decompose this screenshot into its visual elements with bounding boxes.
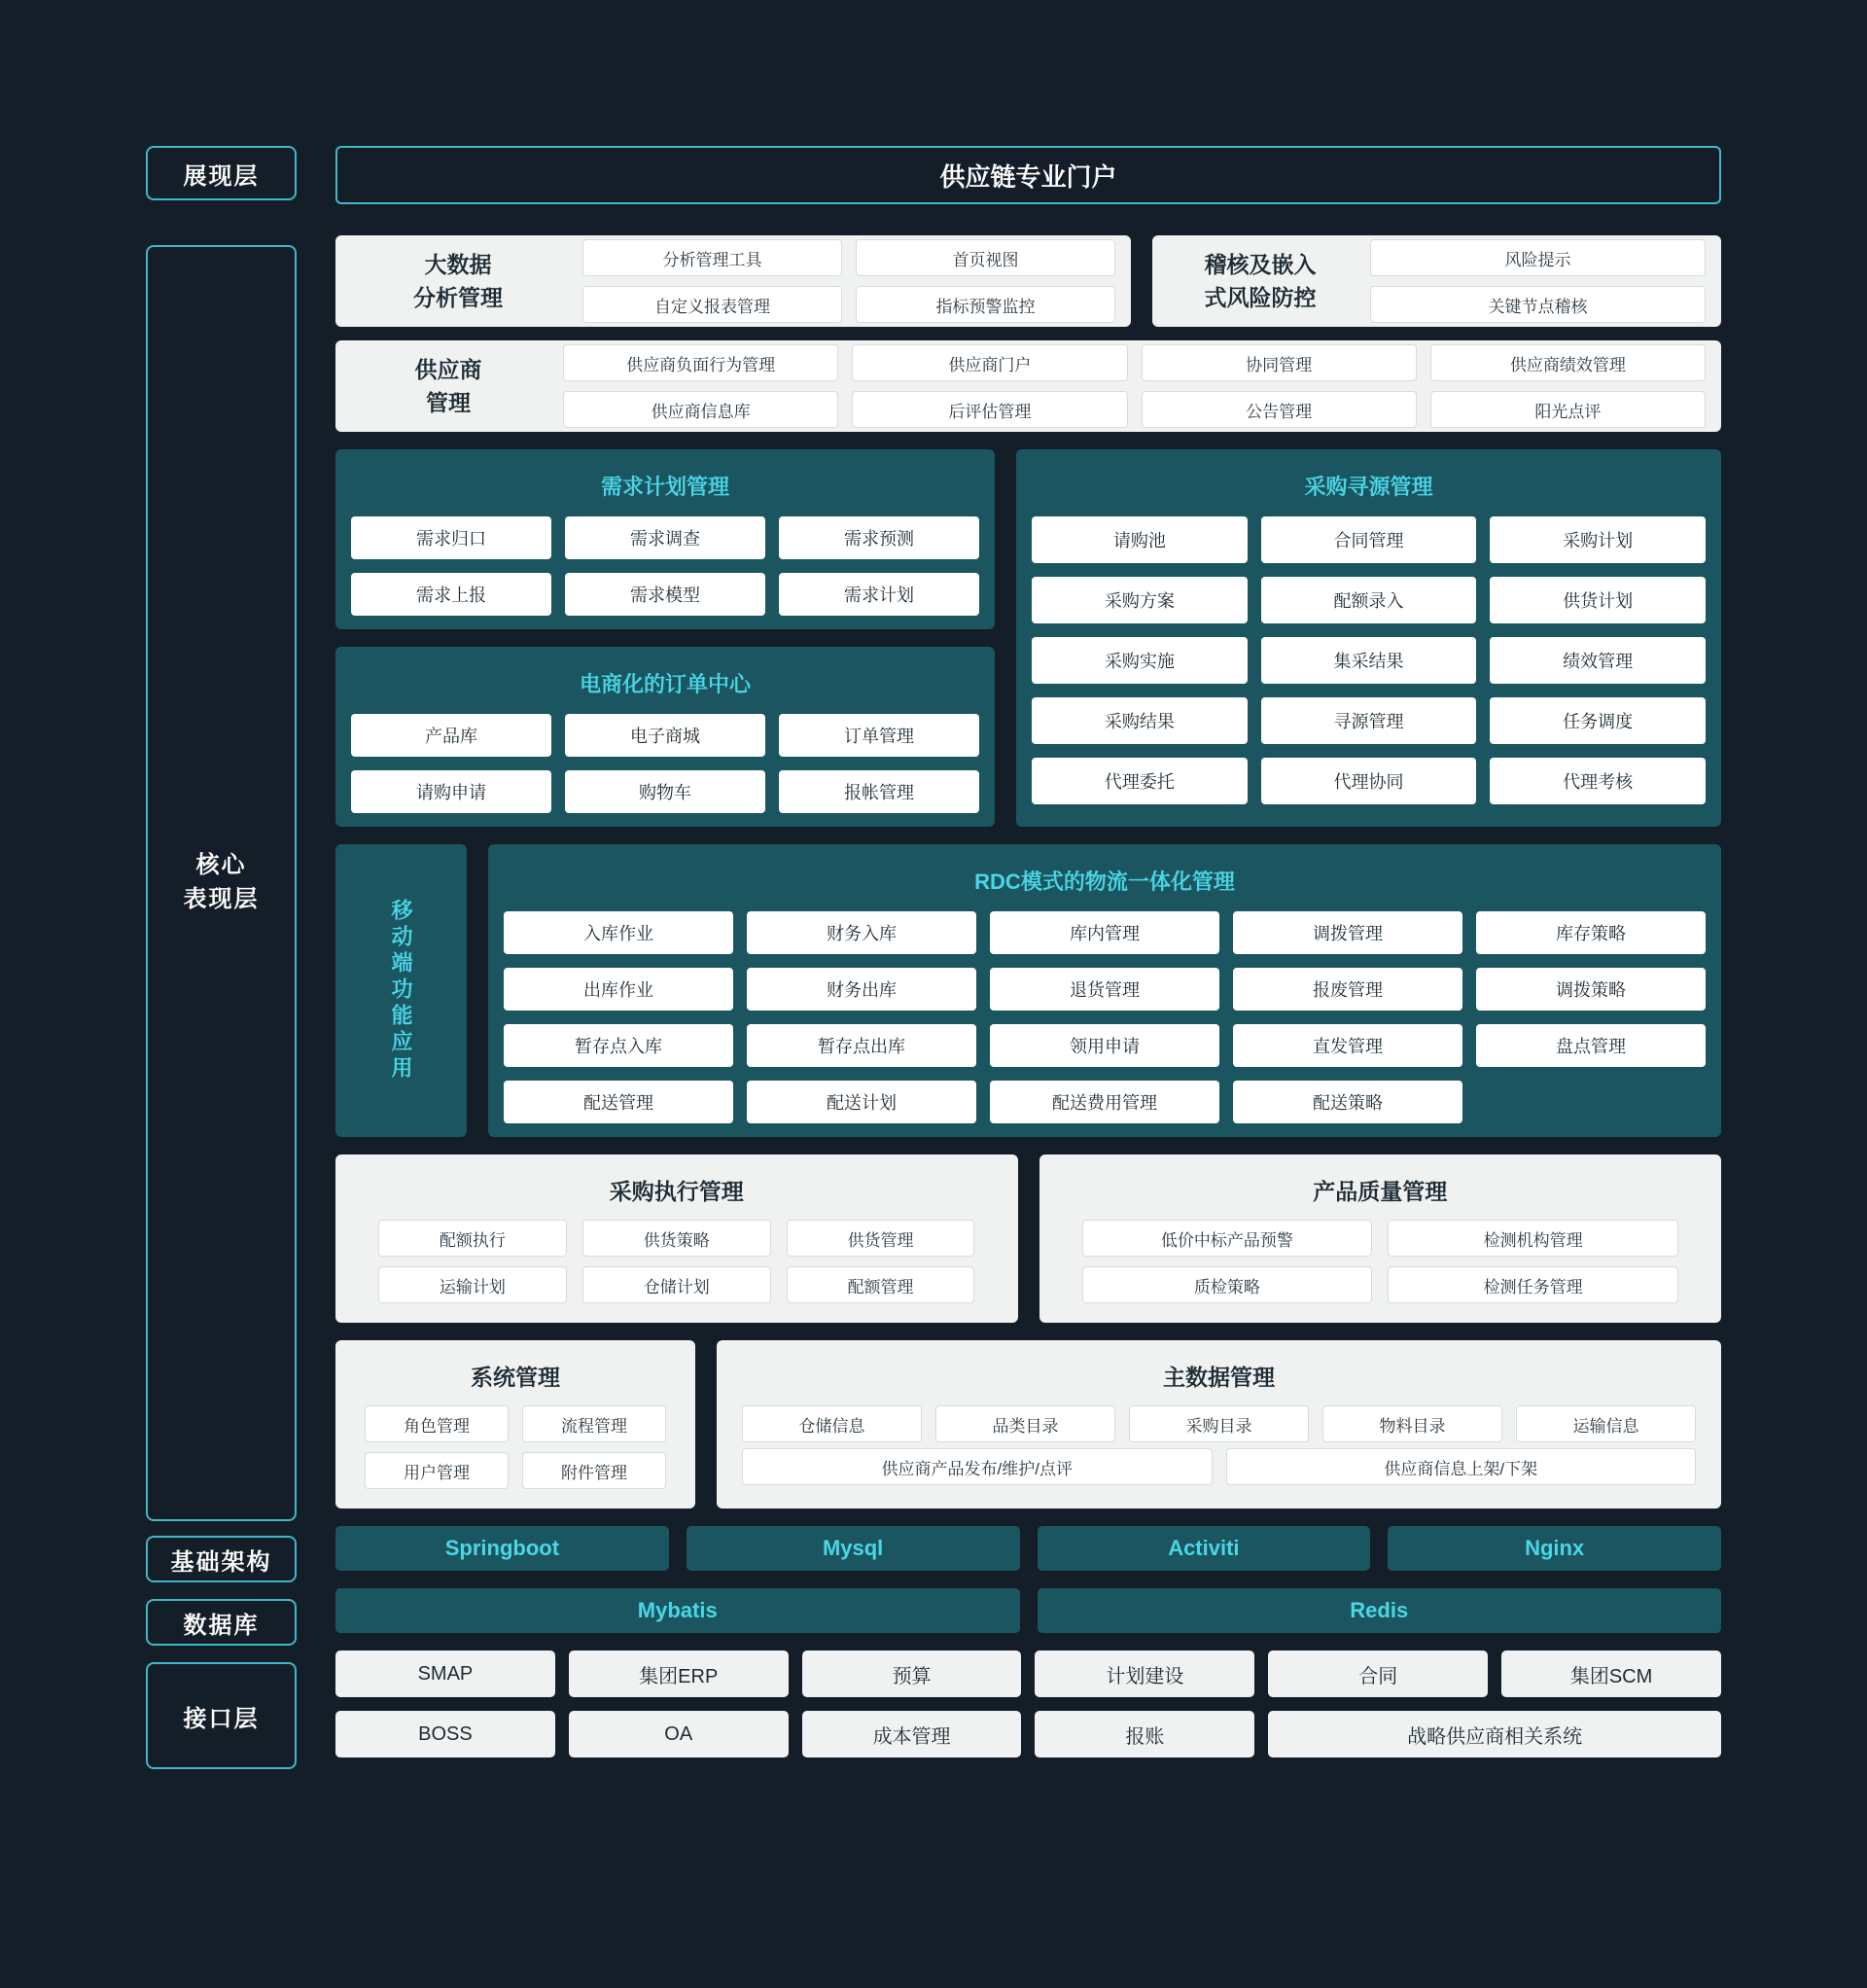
list-item[interactable]: 绩效管理 (1490, 637, 1706, 684)
list-item[interactable]: OA (569, 1711, 789, 1757)
api-row (335, 1651, 1721, 1757)
list-item[interactable]: 电子商城 (565, 714, 765, 757)
list-item[interactable]: 采购目录 (1129, 1405, 1309, 1442)
product-quality-block (1039, 1154, 1722, 1323)
layer-label-core-line2: 表现层 (183, 886, 260, 912)
list-item[interactable]: 库内管理 (990, 911, 1219, 954)
order-center-block (335, 647, 995, 827)
list-item[interactable]: 入库作业 (504, 911, 733, 954)
list-item[interactable]: 暂存点出库 (747, 1024, 976, 1067)
list-item[interactable]: 采购方案 (1032, 577, 1248, 623)
list-item[interactable]: 集采结果 (1261, 637, 1477, 684)
list-item[interactable]: 报账 (1035, 1711, 1254, 1757)
list-item[interactable]: Activiti (1038, 1526, 1371, 1571)
mobile-app-title: 移动端功能应用 (389, 899, 413, 1083)
system-management-title: 系统管理 (471, 1365, 560, 1390)
list-item[interactable]: 直发管理 (1233, 1024, 1462, 1067)
rdc-logistics-title: RDC模式的物流一体化管理 (974, 870, 1235, 894)
master-data-title: 主数据管理 (1163, 1365, 1275, 1390)
list-item[interactable]: SMAP (335, 1651, 555, 1697)
list-item[interactable]: 代理考核 (1490, 758, 1706, 804)
supplier-items (563, 344, 1706, 428)
list-item[interactable]: 成本管理 (802, 1711, 1022, 1757)
list-item[interactable]: 供货计划 (1490, 577, 1706, 623)
risk-control-block (1152, 235, 1721, 327)
list-item[interactable]: 检测任务管理 (1388, 1266, 1678, 1303)
list-item[interactable]: 公告管理 (1142, 391, 1417, 428)
list-item[interactable]: 代理协同 (1261, 758, 1477, 804)
list-item[interactable]: 后评估管理 (852, 391, 1127, 428)
list-item[interactable]: 盘点管理 (1476, 1024, 1706, 1067)
supplier-title (351, 353, 546, 420)
list-item[interactable]: 流程管理 (522, 1405, 666, 1442)
list-item[interactable]: 供货管理 (787, 1220, 975, 1257)
list-item[interactable]: 订单管理 (779, 714, 979, 757)
sourcing-title: 采购寻源管理 (1304, 475, 1433, 499)
layer-label-infra: 基础架构 (146, 1536, 297, 1582)
list-item[interactable]: 需求预测 (779, 516, 979, 559)
list-item[interactable]: 配送策略 (1233, 1081, 1462, 1123)
list-item[interactable]: 暂存点入库 (504, 1024, 733, 1067)
list-item[interactable]: 配送管理 (504, 1081, 733, 1123)
master-data-items-row1 (732, 1405, 1706, 1442)
purchase-execution-title: 采购执行管理 (609, 1179, 744, 1204)
list-item[interactable]: 报废管理 (1233, 968, 1462, 1011)
master-data-block (717, 1340, 1721, 1509)
list-item[interactable]: 附件管理 (522, 1452, 666, 1489)
execution-quality-row (335, 1154, 1721, 1323)
list-item[interactable]: 低价中标产品预警 (1082, 1220, 1373, 1257)
list-item[interactable]: 供应商绩效管理 (1430, 344, 1706, 381)
bigdata-title-line2: 分析管理 (413, 285, 503, 310)
purchase-execution-items (351, 1220, 1003, 1309)
product-quality-items (1055, 1220, 1707, 1309)
list-item[interactable]: 供货策略 (582, 1220, 771, 1257)
list-item[interactable]: 物料目录 (1322, 1405, 1502, 1442)
list-item[interactable]: Springboot (335, 1526, 669, 1571)
supplier-title-line1: 供应商 (414, 356, 482, 382)
list-item[interactable]: 仓储计划 (582, 1266, 771, 1303)
logistics-row (335, 844, 1721, 1137)
list-item[interactable]: Redis (1038, 1588, 1722, 1633)
list-item[interactable]: Mybatis (335, 1588, 1020, 1633)
bigdata-analytics-block (335, 235, 1131, 327)
list-item[interactable]: 配额管理 (787, 1266, 975, 1303)
portal-banner: 供应链专业门户 (335, 146, 1721, 204)
demand-plan-title: 需求计划管理 (600, 475, 729, 499)
list-item[interactable]: 分析管理工具 (582, 239, 842, 276)
system-management-block (335, 1340, 695, 1509)
list-item[interactable]: 采购结果 (1032, 697, 1248, 744)
layer-label-api: 接口层 (146, 1662, 297, 1769)
demand-plan-block (335, 449, 995, 629)
list-item[interactable]: 风险提示 (1370, 239, 1706, 276)
list-item[interactable]: 运输计划 (378, 1266, 567, 1303)
demand-sourcing-row (335, 449, 1721, 827)
list-item[interactable]: 配额录入 (1261, 577, 1477, 623)
mobile-app-block (335, 844, 467, 1137)
list-item[interactable]: 报帐管理 (779, 770, 979, 813)
list-item[interactable]: 战略供应商相关系统 (1268, 1711, 1721, 1757)
bigdata-analytics-title (351, 248, 565, 315)
system-management-items (351, 1405, 680, 1495)
layer-rail (146, 146, 297, 1769)
list-item[interactable]: 首页视图 (856, 239, 1115, 276)
list-item[interactable]: 配送计划 (747, 1081, 976, 1123)
risk-title-line1: 稽核及嵌入 (1204, 251, 1317, 277)
order-center-title: 电商化的订单中心 (579, 672, 751, 696)
list-item[interactable]: 请购申请 (351, 770, 551, 813)
purchase-execution-block (335, 1154, 1018, 1323)
list-item[interactable]: 品类目录 (935, 1405, 1115, 1442)
list-item[interactable]: 需求归口 (351, 516, 551, 559)
list-item[interactable]: 采购计划 (1490, 516, 1706, 563)
list-item[interactable]: 协同管理 (1142, 344, 1417, 381)
infrastructure-row (335, 1526, 1721, 1571)
layer-label-display: 展现层 (146, 146, 297, 200)
list-item[interactable]: 需求模型 (565, 573, 765, 616)
list-item[interactable]: 用户管理 (365, 1452, 509, 1489)
list-item[interactable]: Mysql (687, 1526, 1020, 1571)
list-item[interactable]: 集团SCM (1501, 1651, 1721, 1697)
list-item[interactable]: 供应商信息库 (563, 391, 838, 428)
list-item[interactable]: 运输信息 (1516, 1405, 1696, 1442)
list-item[interactable]: BOSS (335, 1711, 555, 1757)
risk-control-items (1370, 239, 1706, 323)
list-item[interactable]: 需求上报 (351, 573, 551, 616)
list-item[interactable]: 供应商负面行为管理 (563, 344, 838, 381)
list-item[interactable]: 关键节点稽核 (1370, 286, 1706, 323)
risk-control-title (1168, 248, 1353, 315)
layer-label-core (146, 245, 297, 1521)
list-item[interactable]: 预算 (802, 1651, 1022, 1697)
list-item[interactable]: 质检策略 (1082, 1266, 1373, 1303)
list-item[interactable]: 阳光点评 (1430, 391, 1706, 428)
list-item[interactable]: 请购池 (1032, 516, 1248, 563)
list-item[interactable]: 供应商产品发布/维护/点评 (742, 1448, 1213, 1485)
list-item[interactable]: 需求计划 (779, 573, 979, 616)
list-item[interactable]: 仓储信息 (742, 1405, 922, 1442)
demand-plan-items (351, 516, 979, 616)
list-item[interactable]: 采购实施 (1032, 637, 1248, 684)
list-item[interactable]: 任务调度 (1490, 697, 1706, 744)
list-item[interactable]: 检测机构管理 (1388, 1220, 1678, 1257)
list-item[interactable]: 供应商信息上架/下架 (1226, 1448, 1697, 1485)
bigdata-title-line1: 大数据 (424, 251, 492, 277)
order-center-items (351, 714, 979, 813)
analytics-risk-row (335, 235, 1721, 327)
list-item[interactable]: 计划建设 (1035, 1651, 1254, 1697)
supplier-management-block (335, 340, 1721, 432)
rdc-logistics-block (488, 844, 1721, 1137)
list-item[interactable]: 配额执行 (378, 1220, 567, 1257)
list-item[interactable]: 调拨策略 (1476, 968, 1706, 1011)
rdc-logistics-items (504, 911, 1706, 1123)
list-item[interactable]: 集团ERP (569, 1651, 789, 1697)
list-item[interactable]: 财务出库 (747, 968, 976, 1011)
list-item[interactable]: 库存策略 (1476, 911, 1706, 954)
sourcing-items (1032, 516, 1706, 804)
sourcing-block (1016, 449, 1721, 827)
list-item[interactable]: 出库作业 (504, 968, 733, 1011)
list-item[interactable]: 自定义报表管理 (582, 286, 842, 323)
database-row (335, 1588, 1721, 1633)
list-item[interactable]: 领用申请 (990, 1024, 1219, 1067)
list-item[interactable]: 寻源管理 (1261, 697, 1477, 744)
system-masterdata-row (335, 1340, 1721, 1509)
list-item[interactable]: 代理委托 (1032, 758, 1248, 804)
list-item[interactable]: 需求调查 (565, 516, 765, 559)
risk-title-line2: 式风险防控 (1204, 285, 1317, 310)
supplier-title-line2: 管理 (426, 390, 471, 415)
list-item[interactable]: 指标预警监控 (856, 286, 1115, 323)
master-data-items-row2 (732, 1442, 1706, 1489)
list-item[interactable]: 供应商门户 (852, 344, 1127, 381)
layer-label-database: 数据库 (146, 1599, 297, 1646)
list-item[interactable]: 配送费用管理 (990, 1081, 1219, 1123)
list-item[interactable]: 财务入库 (747, 911, 976, 954)
list-item[interactable]: 购物车 (565, 770, 765, 813)
list-item[interactable]: 角色管理 (365, 1405, 509, 1442)
list-item[interactable]: 合同管理 (1261, 516, 1477, 563)
layer-label-core-line1: 核心 (195, 852, 247, 879)
list-item[interactable]: 退货管理 (990, 968, 1219, 1011)
list-item[interactable]: 产品库 (351, 714, 551, 757)
list-item[interactable]: 调拨管理 (1233, 911, 1462, 954)
bigdata-analytics-items (582, 239, 1115, 323)
list-item[interactable]: Nginx (1388, 1526, 1721, 1571)
list-item[interactable]: 合同 (1268, 1651, 1488, 1697)
product-quality-title: 产品质量管理 (1313, 1179, 1448, 1204)
